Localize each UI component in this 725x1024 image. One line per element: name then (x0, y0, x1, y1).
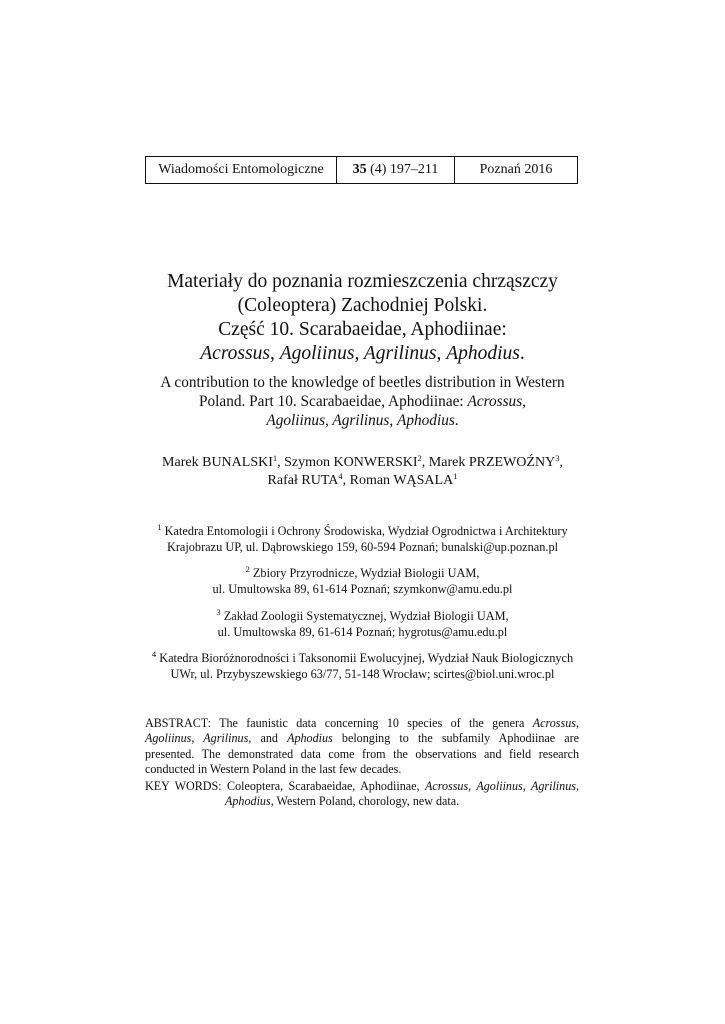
journal-name: Wiadomości Entomologiczne (158, 162, 324, 177)
english-title-line-3: Agoliinus, Agrilinus, Aphodius. (266, 412, 459, 429)
author-line-1 (60, 454, 665, 472)
english-title-line-2: Poland. Part 10. Scarabaeidae, Aphodiinae: Acrossus, (199, 393, 526, 410)
polish-title-line-1: Materiały do poznania rozmieszczenia chrząszczy (167, 271, 558, 292)
affiliation-number: 1 (157, 522, 162, 532)
english-title-line-1: A contribution to the knowledge of beetles distribution in Western (160, 374, 565, 391)
place-year: Poznań 2016 (454, 157, 577, 183)
keywords-line-2: Aphodius, Western Poland, chorology, new data. (225, 794, 460, 809)
affiliation-marker: 2 (417, 453, 422, 463)
affiliation-marker: 1 (272, 453, 278, 463)
polish-title (60, 270, 665, 366)
polish-title-line-2: (Coleoptera) Zachodniej Polski. (237, 295, 488, 316)
genus-name: Agoliinus, Agrilinus (145, 731, 249, 746)
volume-issue-pages (336, 157, 454, 183)
affiliation-marker: 4 (338, 471, 343, 481)
author-name: Marek PRZEWOŹNY$^3$, (428, 453, 563, 470)
genus-name: Agoliinus, Agrilinus (279, 343, 437, 364)
abstract (145, 716, 579, 777)
affiliation-line-2: UWr, ul. Przybyszewskiego 63/77, 51-148 Wrocław; scirtes@biol.uni.wroc.pl (170, 667, 555, 681)
genus-name: Aphodius (287, 731, 333, 746)
polish-title-line-3: Część 10. Scarabaeidae, Aphodiinae: (218, 319, 507, 340)
genus-name: Aphodius (446, 343, 520, 364)
genus-name: Agoliinus, Agrilinus (266, 412, 390, 429)
affiliation-3 (60, 608, 665, 640)
keywords-line-1: KEY WORDS: Coleoptera, Scarabaeidae, Aphodiinae, Acrossus, Agoliinus, Agrilinus, (145, 779, 580, 793)
affiliation-line-1: Katedra Entomologii i Ochrony Środowiska, Wydział Ogrodnictwa i Architektury (164, 524, 568, 538)
author-name: Szymon KONWERSKI$^2$, (284, 453, 429, 470)
abstract-line-1: ABSTRACT: The faunistic data concerning 10 species of the genera Acrossus, (145, 716, 579, 730)
polish-title-line-4: Acrossus, Agoliinus, Agrilinus, Aphodius. (200, 343, 525, 364)
affiliation-number: 4 (151, 649, 157, 659)
abstract-line-2: Agoliinus, Agrilinus, and Aphodius belonging to the subfamily Aphodiinae are (145, 731, 579, 746)
affiliation-line-2: ul. Umultowska 89, 61-614 Poznań; szymkonw@amu.edu.pl (212, 582, 513, 596)
affiliation-line-1: Zakład Zoologii Systematycznej, Wydział Biologii UAM, (223, 609, 509, 623)
genus-name: Acrossus (467, 393, 523, 410)
affiliation-marker: 3 (555, 453, 560, 463)
genus-name: Acrossus (532, 716, 576, 730)
affiliation-line-1: Katedra Bioróżnorodności i Taksonomii Ewolucyjnej, Wydział Nauk Biologicznych (159, 651, 574, 665)
affiliation-1 (60, 523, 665, 555)
affiliation-line-1: Zbiory Przyrodnicze, Wydział Biologii UAM, (252, 566, 480, 580)
genus-name: Acrossus, Agoliinus, Agrilinus (424, 779, 576, 793)
genus-name: Acrossus (200, 343, 270, 364)
journal-header-table (145, 156, 578, 184)
abstract-line-3: presented. The demonstrated data come from the observations and field research (145, 746, 579, 761)
keywords (145, 779, 579, 810)
abstract-line-4: conducted in Western Poland in the last few decades. (145, 761, 402, 776)
affiliation-4 (60, 650, 665, 682)
genus-name: Aphodius (225, 794, 271, 809)
affiliation-marker: 1 (453, 471, 458, 481)
affiliation-line-2: ul. Umultowska 89, 61-614 Poznań; hygrotus@amu.edu.pl (217, 625, 508, 639)
english-title (60, 373, 665, 430)
affiliation-line-2: Krajobrazu UP, ul. Dąbrowskiego 159, 60-594 Poznań; bunalski@up.poznan.pl (166, 540, 559, 554)
author-line-2 (60, 472, 665, 490)
affiliation-2 (60, 565, 665, 597)
genus-name: Aphodius (397, 412, 455, 429)
author-name: Marek BUNALSKI$^1$, (162, 453, 285, 470)
affiliation-number: 2 (245, 564, 250, 574)
author-name: Roman WĄSALA$^1$ (349, 471, 458, 488)
issue-pages: (4) 197–211 (366, 162, 439, 177)
volume-number: 35 (352, 162, 367, 177)
author-list (60, 454, 665, 490)
affiliation-number: 3 (216, 607, 221, 617)
author-name: Rafał RUTA$^4$, (267, 471, 350, 488)
